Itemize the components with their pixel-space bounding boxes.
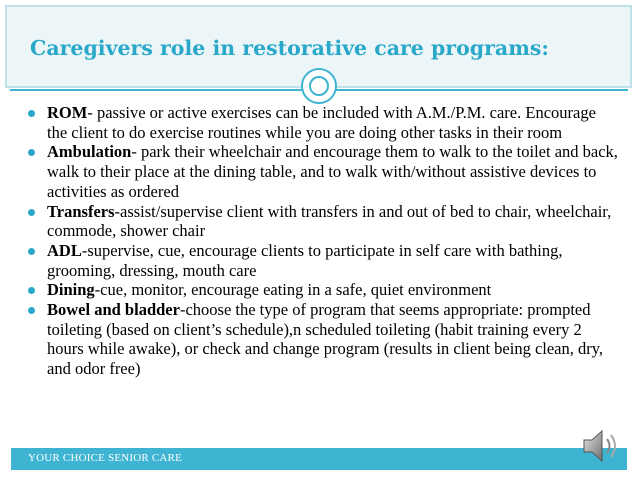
bullet-term: ADL bbox=[47, 240, 82, 260]
bullet-text: - park their wheelchair and encourage them to walk to the toilet and back, walk to their place at the dining table, and to walk with/without assistive devices to activities as ordered bbox=[47, 142, 618, 201]
speaker-icon-graphic bbox=[578, 424, 626, 468]
bullet-term: Ambulation bbox=[47, 142, 132, 162]
bullet-item-adl bbox=[28, 241, 620, 280]
bullet-marker bbox=[28, 110, 35, 117]
footer-text: YOUR CHOICE SENIOR CARE bbox=[28, 452, 183, 464]
divider-ornament bbox=[301, 68, 337, 104]
bullet-marker bbox=[28, 248, 35, 255]
bullet-marker bbox=[28, 209, 35, 216]
bullet-item-transfers bbox=[28, 202, 620, 241]
bullet-term: Dining bbox=[47, 280, 95, 300]
bullet-text: -cue, monitor, encourage eating in a safe, quiet environment bbox=[94, 280, 492, 300]
bullet-marker bbox=[28, 307, 35, 314]
bullet-item-bowel-bladder bbox=[28, 300, 620, 379]
divider-ornament-inner bbox=[309, 76, 329, 96]
bullet-marker bbox=[28, 287, 35, 294]
bullet-item-dining bbox=[28, 280, 620, 300]
bullet-term: ROM bbox=[47, 103, 88, 122]
bullet-list-container bbox=[28, 103, 620, 379]
speaker-icon[interactable] bbox=[578, 424, 626, 468]
slide-title: Caregivers role in restorative care programs: bbox=[30, 36, 549, 60]
bullet-marker bbox=[28, 149, 35, 156]
bullet-term: Bowel and bladder bbox=[47, 300, 180, 320]
bullet-text: - passive or active exercises can be included with A.M./P.M. care. Encourage the client to do exercise routines while you are doing other tasks in their room bbox=[47, 103, 596, 142]
bullet-item-ambulation bbox=[28, 142, 620, 201]
bullet-text: -supervise, cue, encourage clients to participate in self care with bathing, grooming, dressing, mouth care bbox=[47, 240, 563, 280]
bullet-text: -choose the type of program that seems appropriate: prompted toileting (based on client’s schedule),n scheduled toileting (habit training every 2 hours while awake), or check and change program (results in client being clean, dry, and odor free) bbox=[47, 300, 604, 379]
bullet-text: -assist/supervise client with transfers in and out of bed to chair, wheelchair, commode, shower chair bbox=[47, 201, 612, 241]
bullet-item-rom bbox=[28, 103, 620, 142]
bullet-term: Transfers bbox=[47, 201, 115, 221]
bullet-list bbox=[28, 103, 620, 379]
